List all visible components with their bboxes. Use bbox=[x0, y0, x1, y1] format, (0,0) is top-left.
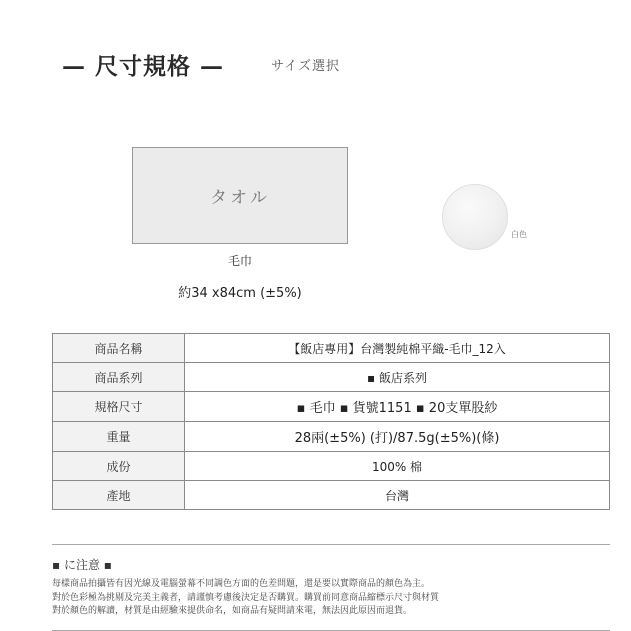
spec-label-weight: 重量 bbox=[53, 422, 185, 452]
table-row bbox=[53, 481, 610, 510]
table-row bbox=[53, 363, 610, 392]
table-row bbox=[53, 452, 610, 481]
notice-divider-top bbox=[52, 544, 610, 545]
notice-line: 對於色彩極為挑剔及完美主義者，請謹慎考慮後決定是否購買。購買前同意商品縮標示尺寸與材質 bbox=[52, 592, 440, 603]
spec-label-series: 商品系列 bbox=[53, 363, 185, 392]
notice-line: 每樣商品拍攝皆有因光線及電腦螢幕不同調色方面的色差問題，還是要以實際商品的顏色為主。 bbox=[52, 579, 431, 589]
towel-box-label: タオル bbox=[210, 188, 270, 208]
color-swatch-label: 白色 bbox=[511, 230, 527, 239]
spec-value-series: ▪ 飯店系列 bbox=[185, 363, 610, 392]
spec-value-material: 100% 棉 bbox=[185, 452, 610, 481]
spec-table bbox=[52, 333, 610, 510]
spec-value-weight: 28兩(±5%) (打)/87.5g(±5%)(條) bbox=[185, 422, 610, 452]
notice-line: 對於顏色的解讀，材質是由經驗來提供命名，如商品有疑問請來電，無法因此原因而退貨。 bbox=[52, 606, 413, 616]
table-row bbox=[53, 392, 610, 422]
spec-label-origin: 產地 bbox=[53, 481, 185, 510]
color-swatch-white[interactable] bbox=[442, 184, 508, 250]
spec-label-name: 商品名稱 bbox=[53, 334, 185, 363]
section-title-wrap bbox=[62, 44, 224, 84]
spec-value-size: ▪ 毛巾 ▪ 貨號1151 ▪ 20支單股紗 bbox=[185, 392, 610, 422]
table-row bbox=[53, 334, 610, 363]
towel-size-box bbox=[132, 147, 348, 244]
table-row bbox=[53, 422, 610, 452]
spec-label-material: 成份 bbox=[53, 452, 185, 481]
towel-caption: 毛巾 bbox=[227, 254, 252, 268]
notice-title: ▪ に注意 ▪ bbox=[52, 558, 112, 572]
notice-body bbox=[52, 578, 610, 619]
spec-value-name: 【飯店專用】台灣製純棉平織-毛巾_12入 bbox=[185, 334, 610, 363]
spec-value-origin: 台灣 bbox=[185, 481, 610, 510]
spec-label-size: 規格尺寸 bbox=[53, 392, 185, 422]
page-title: — 尺寸規格 — bbox=[62, 52, 225, 80]
towel-dimensions: 約34 x84cm (±5%) bbox=[178, 286, 302, 301]
page-subtitle: サイズ選択 bbox=[271, 59, 340, 74]
